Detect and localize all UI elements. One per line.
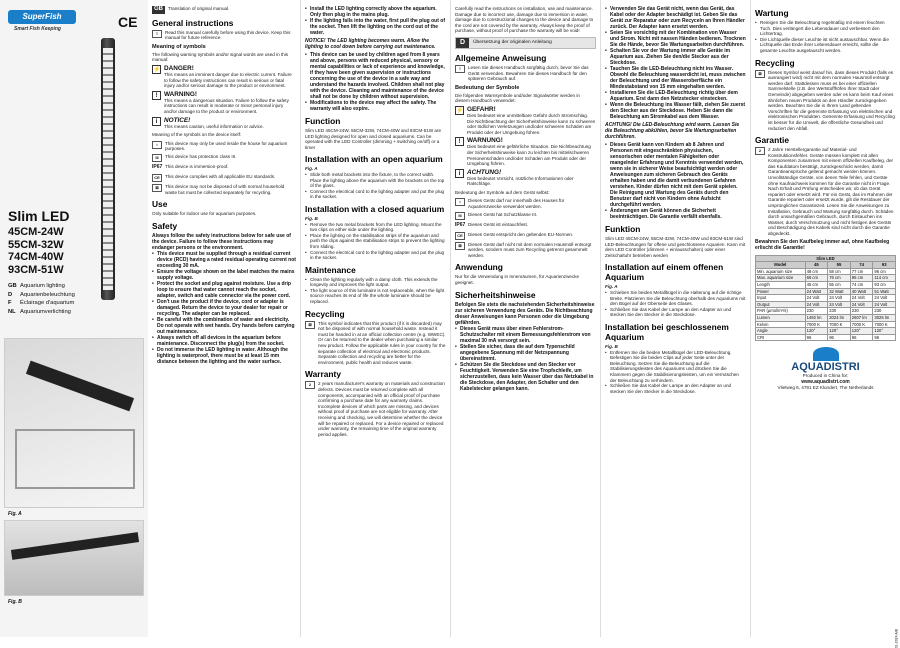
manual-icon: ≡: [152, 30, 162, 38]
notice-icon: i: [152, 117, 161, 126]
spec-header: 45: [805, 262, 828, 269]
doc-code: 01-2024 A/B: [894, 629, 898, 648]
d-recycling-title: Recycling: [755, 57, 795, 68]
house-icon: ⌂: [455, 198, 465, 206]
safety-item: • This device must be supplied through a residual current device (RCD) having a rated residual operating current not exceeding 30 mA.: [152, 251, 296, 269]
install-item: • Connect the electrical cord to the lighting adapter and put the plug in the socket.: [305, 189, 446, 200]
spec-row: [756, 268, 896, 275]
model-item: 74CM-40W: [8, 251, 64, 263]
spec-cell: Input: [756, 295, 806, 302]
general-title: General instructions: [152, 17, 234, 28]
house-icon: ⌂: [152, 141, 162, 149]
symbol-text: Dieses Gerät hat Schutzklasse III.: [468, 211, 538, 217]
spec-row: [756, 321, 896, 328]
spec-cell: 96: [828, 334, 851, 341]
safety-item: • Do not immerse the LED lighting in water. Although the lighting is waterproof, there must be at least 15 mm distance between the lighting and the water surface.: [152, 347, 296, 365]
brand-tagline: Smart Fish Keeping: [14, 26, 61, 32]
bin-icon: ⊠: [305, 321, 315, 329]
spec-cell: 93 cm: [873, 281, 896, 288]
spec-table-body: [756, 268, 896, 341]
warning-icon: !: [455, 137, 464, 146]
ce-icon: CE: [152, 174, 162, 182]
spec-cell: 24 Watt: [805, 288, 828, 295]
symbol-text: Dieses Gerät darf nur innerhalb des Hauses für Aquarienzwecke verwendet werden.: [468, 198, 565, 210]
warning-text: This means a dangerous situation. Failure to follow the safety instructions can result in moderate or minor personal injury and/or damage to the product or environment.: [164, 97, 289, 114]
figure-a-image: [4, 338, 144, 508]
spec-cell: 2024 lm: [828, 314, 851, 321]
spec-cell: 7000 K: [828, 321, 851, 328]
ip67-icon: IP67: [455, 221, 466, 228]
safety-item: • Ensure the voltage shown on the label matches the mains supply voltage.: [152, 269, 296, 281]
spec-cell: 230: [805, 308, 828, 315]
language-list: [8, 282, 75, 316]
d-symbols-title: Bedeutung der Symbole: [455, 84, 520, 91]
spec-cell: 51 Watt: [873, 288, 896, 295]
achtung-text: Dies bedeutet Vorsicht, nützliche Informationen oder Ratschläge.: [467, 175, 574, 187]
model-item: 93CM-51W: [8, 263, 64, 276]
spec-row: [756, 275, 896, 282]
brand-logo-aquadistri: AQUADISTRI: [771, 347, 881, 373]
maintenance-item: • Die Lichtquelle dieser Leuchte ist nicht austauschbar. Wenn die Lichtquelle das Ende ihrer Lebensdauer erreicht, sollte die gesamte Leuchte ausgetauscht werden.: [755, 37, 896, 54]
website-link[interactable]: www.aquadistri.com: [801, 378, 850, 385]
spec-cell: 120°: [873, 328, 896, 335]
safety-item: • Protect the socket and plug against moisture. Use a drip loop to ensure that water cannot reach the socket, adapter, switch and cable connector via the power cord.: [152, 281, 296, 299]
language-item: D Aquarienbeleuchtung: [8, 291, 75, 298]
spec-cell: 55 cm: [828, 281, 851, 288]
address: Vlietweg 6, 4791 EZ Klundert, The Netherlands: [777, 384, 874, 390]
safety-item: • Dieses Gerät muss über einen Fehlerstrom-Schutzschalter mit einem Bemessungsfehlerstrom von maximal 30 mA versorgt sein.: [455, 326, 596, 344]
function-title: Function: [305, 116, 341, 126]
ce-mark: CE: [118, 14, 138, 30]
symbol-text: This device may only be used inside the house for aquarium purposes.: [165, 140, 288, 152]
spec-cell: Angle: [756, 328, 806, 335]
spec-row: [756, 328, 896, 335]
cover-column: [0, 0, 148, 637]
notice-icon: i: [455, 169, 464, 178]
spec-cell: 76 cm: [828, 275, 851, 282]
gb-header: GB Translation of original manual.: [154, 6, 230, 12]
safety-title: Safety: [152, 220, 178, 231]
spec-cell: 58 cm: [828, 268, 851, 275]
d-header: D Übersetzung der originalen Anleitung: [455, 37, 596, 49]
install-item: • Schieben Sie beiden Metallbügel in die Halterung auf die richtige Breite. Platzieren Sie die Beleuchtung oberhalb des Aquariums mit den Bügel auf der Oberseite des Glases.: [605, 290, 746, 307]
gefahr-text: Dies bedeutet eine unmittelbare Gefahr durch Stromschlag. Die Nichtbeachtung der Sicherheitshinweise kann zu schweren oder tödlichen Verletzungen und/oder schweren Schäden am Produkt oder der Umgebung führen.: [467, 112, 596, 135]
spec-cell: 24 Volt: [850, 301, 873, 308]
install-item: • Entfernen Sie die beiden Metallbügel der LED-Beleuchtung. Befestigen Sie die beiden Clips auf jeder Seite unter der Beleuchtung. Setzen Sie die Beleuchtung auf die Stabilisierungsleisten des Aquariums und drücken Sie die Klammern gegen die Stabilisierungsleisten, um ein Verrutschen der Beleuchtung zu verhindern.: [605, 350, 746, 384]
safety-item: • Tauchen Sie die LED-Beleuchtung nicht ins Wasser. Obwohl die Beleuchtung wasserdicht ist, muss zwischen der Beleuchtung und der Wasseroberfläche ein Mindestabstand von 15 mm eingehalten werden.: [605, 66, 746, 90]
fig-ref: Fig. B: [305, 215, 318, 221]
spec-cell: 24 Volt: [828, 301, 851, 308]
warranty-icon: 2: [755, 147, 765, 155]
warning-title: WARNING!: [164, 90, 198, 98]
spec-cell: 40 Watt: [850, 288, 873, 295]
led-bar-image: [101, 38, 115, 300]
spec-cell: 96: [873, 334, 896, 341]
d-use-text: Nur für die Verwendung in Innenräumen, für Aquarienzwecke geeignet.: [455, 274, 580, 286]
spec-cell: 230: [873, 308, 896, 315]
spec-cell: 74 cm: [850, 281, 873, 288]
d-general-title: Allgemeine Anweisung: [455, 52, 547, 63]
spec-cell: 66 cm: [805, 275, 828, 282]
spec-cell: 230: [850, 308, 873, 315]
symbol-text: Dieses Gerät ist eintauchfest.: [468, 221, 529, 227]
bin-icon: ⊠: [152, 184, 162, 192]
produced-for: Produced in China for:: [802, 373, 849, 379]
spec-cell: 48 cm: [805, 268, 828, 275]
spec-cell: 7000 K: [850, 321, 873, 328]
brand-logo: SuperFish: [8, 10, 76, 24]
safety-item: • Be careful with the combination of water and electricity. Do not operate with wet hands. Dry hands before carrying out maintenance.: [152, 317, 296, 335]
spec-header: 93: [873, 262, 896, 269]
use-title: Use: [152, 199, 168, 210]
language-item: F Éclairage d'aquarium: [8, 300, 75, 306]
closed-install-title: Installation with a closed aquarium: [305, 203, 445, 214]
install-item: • Connect the electrical cord to the lighting adapter and put the plug in the socket.: [305, 250, 446, 261]
spec-cell: 230: [828, 308, 851, 315]
model-list: [8, 226, 64, 276]
maintenance-title: Maintenance: [305, 264, 356, 275]
gb2-column: [300, 0, 450, 637]
safety-item: • Schützen Sie die Steckdose und den Stecker vor Feuchtigkeit. Verwenden Sie eine Tropfschleife, um sicherzustellen, dass kein Wasser über das Netzkabel in die Steckdose, den Adapter, den Schalter und den Kabelstecker gelangen kann.: [455, 362, 596, 392]
spec-row: [756, 295, 896, 302]
spec-cell: 95 cm: [850, 275, 873, 282]
safety-item: • This device can be used by children aged from 8 years and above, persons with reduced physical, sensory or mental capabilities or lack of experience and knowledge, if they have been given supervision or instructions concerning the use of the device in a safe way and understand the hazards involved. Children shall not play with the device. Cleaning and maintenance of the device shall not be done by children without supervision.: [305, 52, 446, 100]
d-device-symbols-intro: Bedeutung der Symbole auf dem Gerät selbst:: [455, 189, 550, 195]
spec-header: 55: [828, 262, 851, 269]
d-symbols-intro: Die folgenden Warnsymbole und/oder Signalwörter werden in diesem Handbuch verwendet:: [455, 92, 580, 104]
figure-b-label: Fig. B: [8, 599, 22, 605]
spec-cell: 77 cm: [850, 268, 873, 275]
spec-cell: 24 Volt: [828, 295, 851, 302]
spec-cell: 32 Watt: [828, 288, 851, 295]
safety-item: • Verwenden Sie das Gerät nicht, wenn das Gerät, das Kabel oder der Adapter beschädigt ist. Geben Sie das Gerät zur Reparatur oder zum Recyceln an Ihren Händler zurück. Der Adapter kann ersetzt werden.: [605, 6, 746, 30]
safety-intro: Always follow the safety instructions below for safe use of the device. Failure to follow these instructions may endanger persons or the environment.: [152, 232, 291, 251]
fig-ref: Fig. A: [305, 166, 318, 172]
warranty-icon: 2: [305, 381, 315, 389]
garantie-title: Garantie: [755, 135, 789, 146]
figure-b-image: [4, 520, 144, 596]
warranty-text: 2 years manufacturer's warranty on materials and construction defects. Devices must be returned complete with all components, accompanied with an official proof of purchase confirming a purchase date for any warranty claims. Incomplete devices of which parts are missing, and devices without proof of purchase are not eligible for warranty. After receiving and checking, we will determine whether the device will be repaired or replaced. For a device repaired or replaced under warranty, the remaining time of the original warranty period applies.: [318, 381, 445, 437]
d-recycling-text: Dieses Symbol weist darauf hin, dass dieses Produkt (falls es ausrangiert wird) nicht mit dem normalen Hausmüll entsorgt werden darf. Stattdessen muss es bei einer offiziellen Sammelstelle (z.B. den Wertstoffhöfen Ihrer Stadt oder Gemeinde) abgegeben werden oder es kann beim Kauf eines ähnlichen neuen Produkts an den Händler zurückgegeben werden. Beachten Sie die in Ihrem Land geltenden Vorschriften für die getrennte Erfassung von elektrischen und elektronischen Produkten. Getrennte Erfassung und Recycling ist besser für die Umwelt, die öffentliche Gesundheit und reduziert den Abfall.: [768, 69, 895, 131]
spec-cell: 96: [850, 334, 873, 341]
safety-item: • Änderungen am Gerät können die Sicherheit beeinträchtigen. Die Garantie verfällt ebenfalls.: [605, 208, 746, 220]
spec-cell: Length: [756, 281, 806, 288]
figure-a-label: Fig. A: [8, 511, 22, 517]
warning-icon: !: [152, 91, 161, 100]
fig-ref: Fig. B: [605, 343, 618, 349]
spec-header: Model: [756, 262, 806, 269]
danger-icon: ⚡: [456, 107, 464, 114]
symbol-text: Dieses Gerät darf nicht mit dem normalen Hausmüll entsorgt werden, sondern muss zum Recycling getrennt gesammelt werden.: [468, 241, 592, 258]
class-iii-icon: III: [455, 212, 465, 220]
spec-cell: PAR (µmol/m²/s): [756, 308, 806, 315]
d2-column: [600, 0, 750, 637]
spec-cell: 24 Volt: [805, 295, 828, 302]
gefahr-title: GEFAHR!: [467, 105, 496, 113]
install-item: • Place the lighting on the stabilisation strips of the aquarium and push the clips against the stabilisation strips to prevent the lighting from sliding.: [305, 233, 446, 250]
notice-title: NOTICE!: [164, 116, 191, 124]
install-item: • Schließen Sie das Kabel der Lampe an den Adapter an und stecken Sie den Stecker in die Steckdose.: [605, 307, 746, 318]
symbol-text: This device complies with all applicable EU standards.: [165, 173, 276, 179]
spec-cell: 24 Volt: [873, 301, 896, 308]
spec-row: [756, 301, 896, 308]
spec-cell: 114 cm: [873, 275, 896, 282]
install-item: • Slide both metal brackets into the fixture, to the correct width. Place the lighting above the aquarium with the brackets on the top of the glass.: [305, 172, 446, 189]
spec-table-title: Slim LED: [756, 255, 896, 262]
language-item: GB Aquarium lighting: [8, 283, 65, 289]
spec-cell: Output: [756, 301, 806, 308]
warnung-text: Dies bedeutet eine gefährliche Situation. Die Nichtbeachtung der Sicherheitshinweise kann zu leichten bis mittelschweren Personenschäden und/oder Schäden am Produkt oder der Umgebung führen.: [467, 144, 591, 167]
symbol-text: This device has protection class III.: [165, 153, 237, 159]
warranty-title: Warranty: [305, 369, 341, 380]
recycling-text: This symbol indicates that this product (if it is discarded) may not be disposed of with normal household waste. Instead it must be handed in at an official collection centre (e.g. WWEC). Or can be returned to the dealer when purchasing a similar new product. Follow the applicable rules in your country for the separate collection of electrical and electronic products. Separate collection and recycling are better for the environment, public health and reduces waste.: [318, 320, 446, 365]
achtung-title: ACHTUNG!: [467, 168, 502, 176]
function-text: Slim LED 45CM-24W, 55CM-32W, 74CM-40W and 93CM-51W are LED lighting designed for open and closed aquariums. Can be operated with the LED Controller (dimming + switching on/off) or a timer: [305, 128, 442, 150]
bin-icon: ⊠: [455, 242, 465, 250]
spec-row: [756, 288, 896, 295]
spec-cell: 24 Volt: [873, 295, 896, 302]
spec-cell: Max. aquarium size: [756, 275, 806, 282]
spec-row: [756, 308, 896, 315]
spec-cell: CRI: [756, 334, 806, 341]
use-text: Only suitable for indoor use for aquarium purposes.: [152, 211, 257, 217]
spec-cell: 7000 K: [873, 321, 896, 328]
gb-column: [148, 0, 300, 637]
garantie-text: 2 Jahre Herstellergarantie auf Material- und Konstruktionsfehler. Geräte müssen komplett mit allen Komponenten zusammen mit einem offiziellen Kaufbeleg, der das Kaufdatum bestätigt, zurückgeschickt werden, damit Garantieansprüche geltend gemacht werden können. Unvollständige Geräte, von denen Teile fehlen, und Geräte ohne Kaufnachweis kommen für die Garantie nicht in Frage. Nach Erhalt und Prüfung entscheiden wir, ob das Gerät repariert oder ersetzt wird. Für ein Gerät, das im Rahmen der Garantie repariert oder ersetzt wurde, gilt die Restdauer der ursprünglichen Garantiezeit. Lesen Sie die Anweisungen zu Installation, Gebrauch und Wartung sorgfältig durch. Schäden durch unsachgemäßen Gebrauch, durch Eintauchen ins Wasser, durch Verschmutzung und nicht festigen des Geräts und Beschädigung des Kabels sind nicht durch die Garantie abgedeckt.: [768, 147, 894, 236]
notice-text: This means caution, useful information or advice.: [164, 123, 264, 129]
bin-icon: ⊠: [755, 70, 765, 78]
spec-cell: 120°: [805, 328, 828, 335]
symbol-text: This device may not be disposed of with normal household waste but must be collected separately for recycling.: [165, 183, 285, 195]
safety-item: • Modifications to the device may affect the safety. The warranty will also expire.: [305, 100, 446, 112]
wartung-title: Wartung: [755, 8, 789, 18]
spec-row: [756, 281, 896, 288]
symbols-intro: The following warning symbols and/or signal words are used in this manual:: [152, 51, 289, 63]
spec-cell: 1492 lm: [805, 314, 828, 321]
symbols-title: Meaning of symbols: [152, 43, 206, 50]
maintenance-item: • Clean the lighting regularly with a damp cloth. This extends the longevity and improves the light output.: [305, 277, 446, 288]
notice-line: NOTICE! The LED lighting becomes warm. Allow the lighting to cool down before carrying out maintenance.: [305, 38, 436, 50]
d-column: [450, 0, 600, 637]
safety-item: • If the lighting falls into the water, first pull the plug out of the socket. Then lift the lighting on the cord out of the water.: [305, 18, 446, 36]
safety-item: • Don't use the product if the device, cord or adapter is damaged. Return the device to your dealer for repair or recycling. The adapter can be replaced.: [152, 299, 296, 317]
d-function-title: Funktion: [605, 224, 641, 234]
d3-column: [750, 0, 900, 648]
spec-row: [756, 334, 896, 341]
model-item: 45CM-24W: [8, 226, 64, 238]
d-closed-install-title: Installation bei geschlossenem Aquarium: [605, 321, 729, 342]
maintenance-item: • Reinigen Sie die Beleuchtung regelmäßig mit einem feuchten Tuch. Dies verlängert die Lebensdauer und verbessert den Lichtertrag.: [755, 20, 896, 37]
spec-cell: 2607 lm: [850, 314, 873, 321]
safety-item: • Stellen Sie sicher, dass die auf dem Typenschild angegebene Spannung mit der Netzspannung übereinstimmt.: [455, 344, 596, 362]
spec-cell: Lumen: [756, 314, 806, 321]
safety-item: • Always switch off all devices in the aquarium before maintenance. Disconnect the plug(s) from the socket.: [152, 335, 296, 347]
achtung-line: ACHTUNG! Die LED-Beleuchtung wird warm. Lassen Sie die Beleuchtung abkühlen, bevor Sie Wartungsarbeiten durchführen.: [605, 122, 740, 140]
warnung-title: WARNUNG!: [467, 137, 503, 145]
d-function-text: Slim LED 45CM-24W, 55CM-32W, 74CM-40W und 93CM-51W sind LED-Beleuchtungen für offene und geschlossene Aquarien. Kann mit dem LED Controller (dimmen + ein/ausschalten) oder einer Zeitschaltuhr betrieben werden: [605, 236, 746, 258]
d-safety-title: Sicherheitshinweise: [455, 289, 536, 300]
manual-icon: ≡: [455, 65, 465, 73]
spec-header: 74: [850, 262, 873, 269]
symbol-text: Dieses Gerät entspricht den geltenden EU-Normen.: [468, 231, 574, 237]
general-text: Read this manual carefully before using this device. Keep this manual for future reference.: [165, 29, 291, 41]
spec-table: [755, 255, 896, 342]
spec-cell: 24 Volt: [850, 295, 873, 302]
d-general-text: Lesen Sie dieses Handbuch sorgfältig durch, bevor Sie das Gerät verwenden. Bewahren Sie dieses Handbuch für den späteren Gebrauch auf.: [468, 64, 589, 82]
safety-item: • Schalten Sie vor der Wartung immer alle Geräte im Aquarium aus. Ziehen Sie den/die Stecker aus der Steckdose.: [605, 48, 746, 66]
spec-cell: 24 Volt: [805, 301, 828, 308]
safety-item: • Wenn die Beleuchtung ins Wasser fällt, ziehen Sie zuerst den Stecker aus der Steckdose. Heben Sie dann die Beleuchtung am Stromkabel aus dem Wasser.: [605, 102, 746, 120]
model-item: 55CM-32W: [8, 238, 64, 251]
danger-title: DANGER!: [164, 64, 194, 72]
fig-ref: Fig. A: [605, 284, 618, 290]
ip67-icon: IP67: [152, 163, 163, 170]
spec-cell: 45 cm: [805, 281, 828, 288]
d-use-title: Anwendung: [455, 262, 503, 273]
d-safety-intro: Befolgen Sie stets die nachstehenden Sicherheitshinweise zur sicheren Verwendung des Geräts. Die Nichtbeachtung dieser Anweisungen kann Personen oder die Umgebung gefährden.: [455, 301, 595, 326]
spec-cell: 96 cm: [873, 268, 896, 275]
language-item: NL Aquariumverlichting: [8, 308, 71, 315]
warranty-note: Carefully read the instructions on installation, use and maintenance. Damage due to incorrect use, damage due to immersion in water, damage due to constructional changes to the device and damage to the cord are not covered by the warranty. Always keep the proof of purchase, without proof of purchase the warranty will be void!: [455, 6, 594, 34]
d-open-install-title: Installation auf einem offenen Aquarium: [605, 262, 724, 283]
open-install-title: Installation with an open aquarium: [305, 154, 443, 165]
safety-item: • Install the LED lighting correctly above the aquarium. Only then plug in the mains plug.: [305, 6, 446, 18]
spec-cell: Min. aquarium size: [756, 268, 806, 275]
maintenance-item: • The light source of this luminaire is not replaceable, when the light source reaches its end of life the whole luminaire should be replaced.: [305, 288, 446, 305]
safety-item: • Seien Sie vorsichtig mit der Kombination von Wasser und Strom. Nicht mit nassen Händen bedienen. Trocknen Sie die Hände, bevor Sie Wartungsarbeiten durchführen.: [605, 30, 746, 48]
spec-cell: 3025 lm: [873, 314, 896, 321]
safety-item: • Dieses Gerät kann von Kindern ab 8 Jahren und Personen mit eingeschränkten physischen, sensorischen oder mentalen Fähigkeiten oder mangelnder Erfahrung und Kenntnis verwendet werden, wenn sie in sicherer Weise beaufsichtigt werden oder Anweisungen zum sicheren Gebrauch des Geräts erhalten haben und die damit verbundenen Gefahren verstehen. Kinder dürfen nicht mit dem Gerät spielen. Die Reinigung und Wartung des Geräts durch den Benutzer darf nicht von Kindern ohne Aufsicht durchgeführt werden.: [605, 142, 746, 208]
product-title: Slim LED: [8, 208, 70, 224]
device-symbols-intro: Meaning of the symbols on the device itself:: [152, 132, 242, 138]
install-item: • Schließen Sie das Kabel der Lampe an den Adapter an und stecken Sie den Stecker in die Steckdose.: [605, 383, 746, 394]
spec-cell: 96: [805, 334, 828, 341]
spec-cell: 120°: [828, 328, 851, 335]
symbol-text: This device is immersion-proof.: [165, 163, 229, 169]
spec-cell: Kelvin: [756, 321, 806, 328]
garantie-bold: Bewahren Sie den Kaufbeleg immer auf, ohne Kaufbeleg erlischt die Garantie!: [755, 238, 890, 251]
recycling-title: Recycling: [305, 308, 345, 319]
danger-text: This means an imminent danger due to electric current. Failure to follow the safety instructions can result in serious or fatal injury and/or serious damage to the product or environment.: [164, 71, 292, 89]
spec-cell: Power: [756, 288, 806, 295]
install-item: • Remove the two metal brackets from the LED lighting. Mount the two clips on either side under the lighting.: [305, 222, 446, 233]
spec-cell: 120°: [850, 328, 873, 335]
spec-row: [756, 314, 896, 321]
ce-icon: CE: [455, 232, 465, 240]
spec-cell: 7000 K: [805, 321, 828, 328]
class-iii-icon: III: [152, 154, 162, 162]
danger-icon: ⚡: [153, 66, 161, 73]
safety-item: • Installieren Sie die LED-Beleuchtung richtig über dem Aquarium. Erst dann den Netzstecker einstecken.: [605, 90, 746, 102]
